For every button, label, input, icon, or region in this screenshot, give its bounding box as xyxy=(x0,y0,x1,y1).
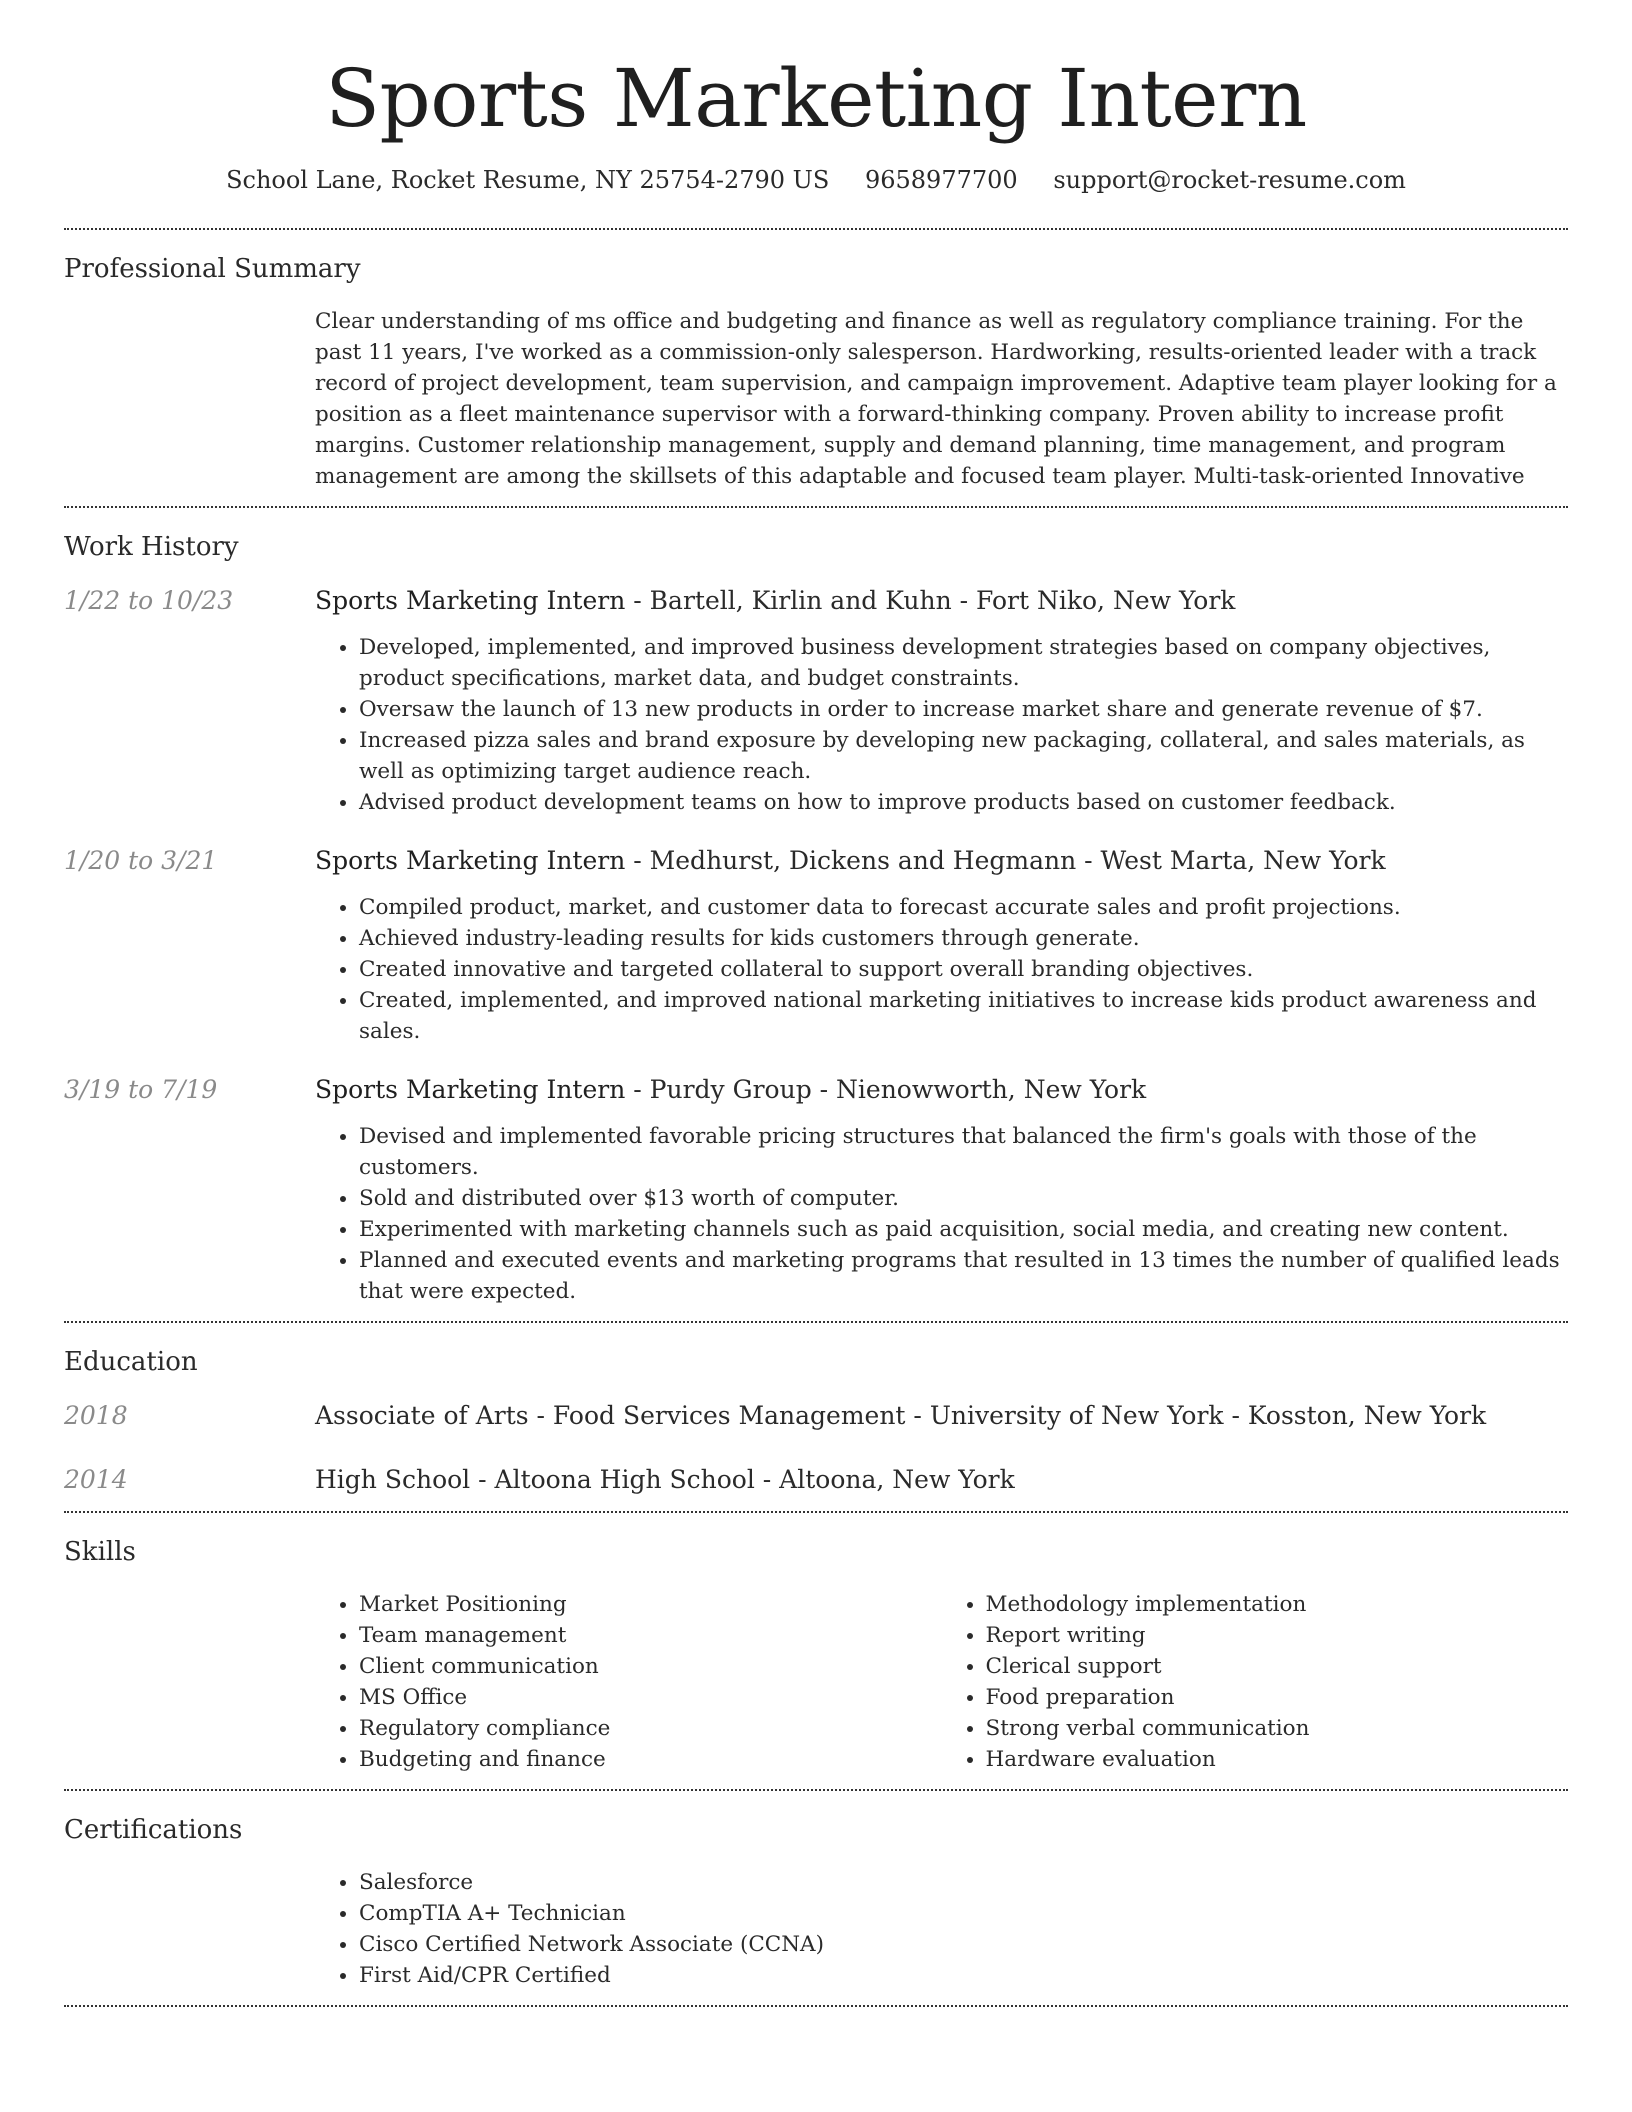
list-item: • Methodology implementation xyxy=(986,1589,1569,1620)
skills-list-right xyxy=(942,1589,1569,1775)
job-role: Sports Marketing Intern xyxy=(315,845,626,875)
education-text: High School - Altoona High School - Altoona, New York xyxy=(315,1464,1015,1494)
job-details: - Bartell, Kirlin and Kuhn - Fort Niko, New York xyxy=(625,585,1236,615)
summary-text: Clear understanding of ms office and budgeting and finance as well as regulatory compliance training. For the past 11 years, I've worked as a commission-only salesperson. Hardworking, results-oriented leader with a track record of project development, team supervision, and campaign improvement. Adaptive team player looking for a position as a fleet maintenance supervisor with a forward-thinking company. Proven ability to increase profit margins. Customer relationship management, supply and demand planning, time management, and program management are among the skillsets of this adaptable and focused team player. Multi-task-oriented Innovative xyxy=(315,308,1557,489)
list-item: • Strong verbal communication xyxy=(986,1713,1569,1744)
skills-section xyxy=(64,1513,1568,1789)
contact-phone: 9658977700 xyxy=(864,165,1018,194)
education-entry xyxy=(64,1399,1568,1433)
contact-line xyxy=(64,166,1568,194)
list-item: • Experimented with marketing channels such as paid acquisition, social media, and creating new content. xyxy=(359,1214,1568,1245)
list-item: • Budgeting and finance xyxy=(359,1744,942,1775)
list-item: • Created innovative and targeted collateral to support overall branding objectives. xyxy=(359,954,1568,985)
list-item: • Cisco Certified Network Associate (CCNA) xyxy=(359,1929,1568,1960)
certifications-list xyxy=(315,1867,1568,1991)
job-entry xyxy=(64,1073,1568,1307)
list-item: • Achieved industry-leading results for kids customers through generate. xyxy=(359,923,1568,954)
job-title xyxy=(315,844,1568,878)
list-item: • Created, implemented, and improved national marketing initiatives to increase kids product awareness and sales. xyxy=(359,985,1568,1047)
list-item: • Increased pizza sales and brand exposure by developing new packaging, collateral, and sales materials, as well as optimizing target audience reach. xyxy=(359,725,1568,787)
list-item: • Report writing xyxy=(986,1620,1569,1651)
job-dates: 3/19 to 7/19 xyxy=(64,1074,218,1104)
job-bullets xyxy=(315,892,1568,1047)
job-details: - Purdy Group - Nienowworth, New York xyxy=(625,1074,1147,1104)
list-item: • Devised and implemented favorable pricing structures that balanced the firm's goals with those of the customers. xyxy=(359,1121,1568,1183)
list-item: • Salesforce xyxy=(359,1867,1568,1898)
work-heading: Work History xyxy=(64,531,239,562)
job-entry xyxy=(64,844,1568,1047)
list-item: • Clerical support xyxy=(986,1651,1569,1682)
list-item: • Advised product development teams on how to improve products based on customer feedback. xyxy=(359,787,1568,818)
candidate-name: Sports Marketing Intern xyxy=(325,52,1307,145)
education-year: 2014 xyxy=(64,1464,128,1494)
job-entry xyxy=(64,584,1568,818)
job-bullets xyxy=(315,1121,1568,1307)
job-role: Sports Marketing Intern xyxy=(315,585,626,615)
certifications-heading: Certifications xyxy=(64,1814,243,1845)
education-year: 2018 xyxy=(64,1400,128,1430)
list-item: • Planned and executed events and marketing programs that resulted in 13 times the number of qualified leads that were expected. xyxy=(359,1245,1568,1307)
job-title xyxy=(315,1073,1568,1107)
job-details: - Medhurst, Dickens and Hegmann - West Marta, New York xyxy=(625,845,1386,875)
list-item: • First Aid/CPR Certified xyxy=(359,1960,1568,1991)
list-item: • Market Positioning xyxy=(359,1589,942,1620)
job-dates: 1/20 to 3/21 xyxy=(64,845,218,875)
contact-address: School Lane, Rocket Resume, NY 25754-2790 US xyxy=(226,165,830,194)
education-entry xyxy=(64,1463,1568,1497)
job-dates: 1/22 to 10/23 xyxy=(64,585,234,615)
work-section xyxy=(64,508,1568,1321)
list-item: • Hardware evaluation xyxy=(986,1744,1569,1775)
list-item: • CompTIA A+ Technician xyxy=(359,1898,1568,1929)
summary-heading: Professional Summary xyxy=(64,253,361,284)
certifications-section xyxy=(64,1791,1568,2005)
list-item: • Developed, implemented, and improved business development strategies based on company objectives, product specifications, market data, and budget constraints. xyxy=(359,632,1568,694)
education-section xyxy=(64,1323,1568,1511)
job-role: Sports Marketing Intern xyxy=(315,1074,626,1104)
list-item: • Food preparation xyxy=(986,1682,1569,1713)
list-item: • Compiled product, market, and customer data to forecast accurate sales and profit projections. xyxy=(359,892,1568,923)
list-item: • Team management xyxy=(359,1620,942,1651)
list-item: • Regulatory compliance xyxy=(359,1713,942,1744)
education-text: Associate of Arts - Food Services Management - University of New York - Kosston, New York xyxy=(315,1400,1487,1430)
resume-header xyxy=(64,0,1568,194)
skills-list-left xyxy=(315,1589,942,1775)
job-title xyxy=(315,584,1568,618)
contact-email: support@rocket-resume.com xyxy=(1053,165,1406,194)
section-divider xyxy=(64,2005,1568,2007)
list-item: • Sold and distributed over $13 worth of computer. xyxy=(359,1183,1568,1214)
list-item: • MS Office xyxy=(359,1682,942,1713)
education-heading: Education xyxy=(64,1346,198,1377)
summary-section xyxy=(64,230,1568,506)
list-item: • Oversaw the launch of 13 new products in order to increase market share and generate revenue of $7. xyxy=(359,694,1568,725)
job-bullets xyxy=(315,632,1568,818)
list-item: • Client communication xyxy=(359,1651,942,1682)
skills-heading: Skills xyxy=(64,1536,136,1567)
